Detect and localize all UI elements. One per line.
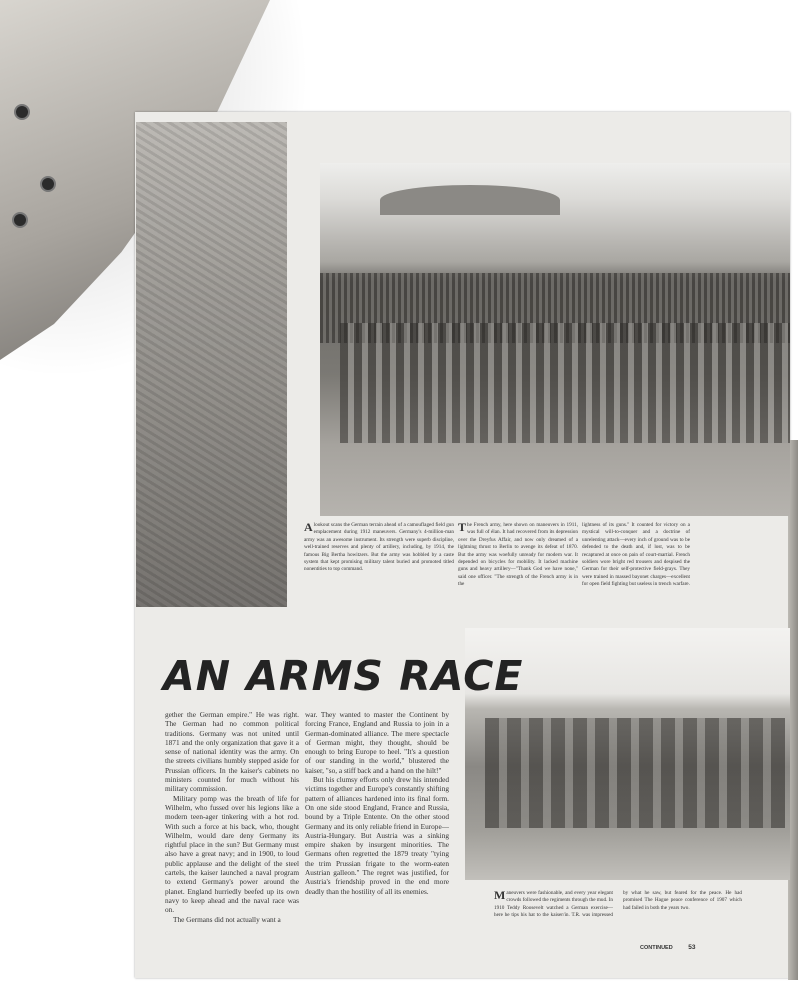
body-column-left — [165, 710, 299, 936]
caption-text: he French army, here shown on maneuvers in 1911, was full of élan. It had recovered from its depression over the Dreyfus Affair, and now only dreamed of a lightning thrust to Berlin to avenge its defeat of 1870. But the army was woefully unready for modern war. It depended on bicycles for mobility. It lacked machine guns and heavy artillery—"Thank God we have none," said one officer. "The strength of the French army is in the — [458, 522, 578, 588]
rivet-icon — [40, 176, 56, 192]
caption-french-army-continued — [582, 522, 690, 608]
photo-french-army-maneuvers — [320, 163, 790, 516]
dropcap: A — [304, 522, 313, 534]
rivet-icon — [14, 104, 30, 120]
body-paragraph: But his clumsy efforts only drew his intended victims together and Europe's constantly shifting pattern of alliances hardened into its final form. On one side stood England, France and Russia, bound by a Triple Entente. On the other stood Germany and its only reliable friend in Europe—Austria-Hungary. But Austria was a sinking empire shaken by insurgent minorities. The Germans often regretted the 1879 treaty "tying the trim Prussian frigate to the worm-eaten Austrian galleon." The regret was justified, for Austria's friendship proved in the end more deadly than the hostility of all its enemies. — [305, 775, 449, 896]
page-footer — [640, 944, 695, 951]
caption-french-army — [458, 522, 578, 608]
page-number: 53 — [688, 944, 696, 951]
body-paragraph: Military pomp was the breath of life for Wilhelm, who fussed over his legions like a modern teen-ager tinkering with a hot rod. With such a force at his back, who, thought Wilhelm, would dare deny Germany its rightful place in the sun? But Germany must also have a great navy; and in 1900, to loud public applause and the delight of the steel cartels, the kaiser launched a naval program to extend Germany's power around the planet. England hurriedly beefed up its own navy to keep ahead and the naval race was on. — [165, 793, 299, 915]
photo-german-field-gun-lookout — [136, 122, 287, 607]
dropcap: T — [458, 522, 467, 534]
caption-text: lightness of its guns." It counted for victory on a mystical will-to-conquer and a doctrine of unrelenting attack—every inch of ground was to be defended to the death and, if lost, was to be recaptured at once on pain of court-martial. French soldiers wore bright red trousers and despised the German for their self-protective field-grays. They were trained in massed bayonet charges—excellent for open field fighting but useless in trench warfare. — [582, 522, 690, 588]
body-column-right — [305, 710, 449, 936]
body-paragraph: war. They wanted to master the Continent by forcing France, England and Russia to join in a German-dominated alliance. The mere spectacle of German might, they thought, should be enough to bring Europe to heel. "It's a question of our standing in the world," blustered the kaiser, "so, a stiff back and a hand on the hilt!" — [305, 710, 449, 775]
caption-maneuvers-spectators — [494, 890, 742, 930]
caption-german-lookout — [304, 522, 454, 608]
body-paragraph: The Germans did not actually want a — [173, 914, 281, 924]
caption-text: aneuvers were fashionable, and every year elegant crowds followed the regiments through the mud. In 1910 Teddy Roosevelt watched a German exercise—here he tips his hat to the kaiser/in. T.R. was impressed by what he saw, but feared for the peace. He had promised The Hague peace conference of 1907 which had failed in both the years two. — [494, 890, 742, 919]
dropcap: M — [494, 890, 506, 902]
article-headline: AN ARMS RACE — [163, 652, 524, 700]
rivet-icon — [12, 212, 28, 228]
continued-label: CONTINUED — [640, 945, 673, 951]
caption-text: lookout scans the German terrain ahead of a camouflaged field gun emplacement during 1912 maneuvers. Germany's 4-million-man army was an awesome instrument. Its strength were superb discipline, well-trained reserves and plenty of artillery, including, by 1914, the famous Big Bertha howitzers. But the army was hobbled by a caste system that kept promising military talent buried and promoted titled nonentities to top command. — [304, 522, 454, 573]
body-paragraph: gether the German empire." He was right. The German had no common political traditions. Germany was not united until 1871 and the only organization that gave it a sense of national identity was the army. On the streets civilians humbly stepped aside for Prussian officers. In the kaiser's cabinets no ministers counted for much without his military commission. — [165, 710, 299, 794]
